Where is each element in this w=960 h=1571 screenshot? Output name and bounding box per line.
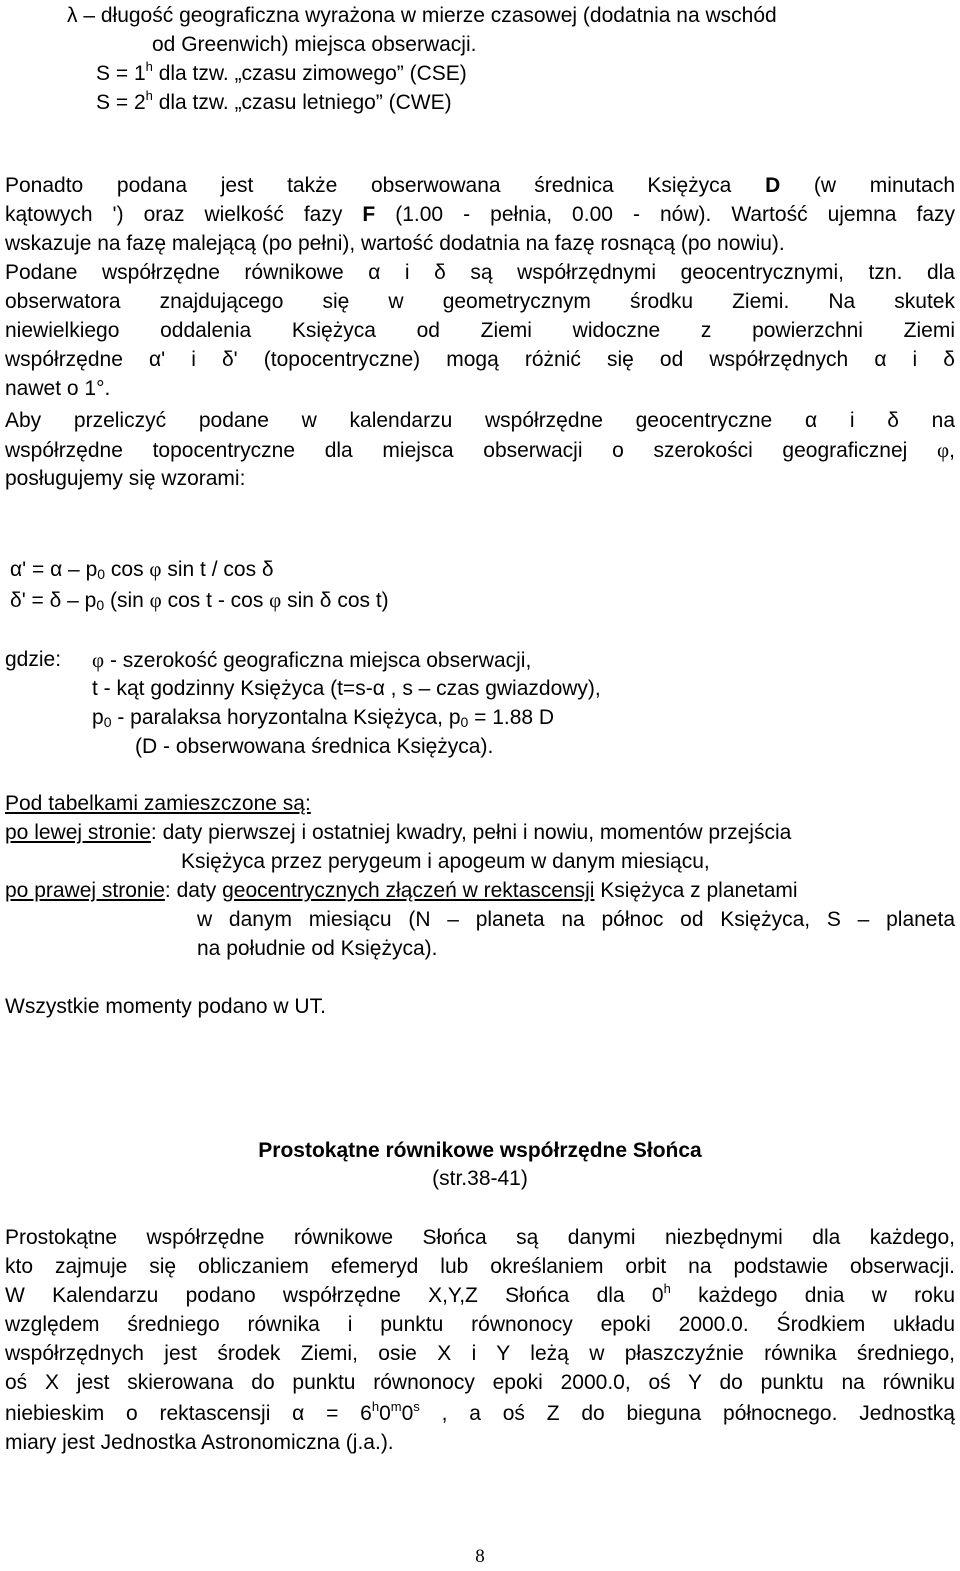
para1-line-1: Ponadto podana jest także obserwowana średnica Księżyca D (w minutach	[5, 174, 955, 197]
left-side-line-2: Księżyca przez perygeum i apogeum w danym miesiącu,	[181, 850, 710, 873]
sun-line-4: względem średniego równika i punktu równonocy epoki 2000.0. Środkiem układu	[5, 1313, 955, 1336]
para1-line-3: wskazuje na fazę malejącą (po pełni), wartość dodatnia na fazę rosnącą (po nowiu).	[5, 232, 785, 255]
sun-section-title: Prostokątne równikowe współrzędne Słońca	[258, 1139, 702, 1162]
all-ut-note: Wszystkie momenty podano w UT.	[5, 995, 326, 1018]
tables-heading: Pod tabelkami zamieszczone są:	[5, 792, 311, 815]
para1-line-5: obserwatora znajdującego się w geometrycznym środku Ziemi. Na skutek	[5, 290, 955, 313]
sun-section-pages: (str.38-41)	[432, 1167, 528, 1190]
left-side-line: po lewej stronie: daty pierwszej i ostatniej kwadry, pełni i nowiu, momentów przejścia	[5, 821, 792, 844]
para2-line-1: Aby przeliczyć podane w kalendarzu współrzędne geocentryczne α i δ na	[5, 409, 955, 432]
para1-line-2: kątowych ') oraz wielkość fazy F (1.00 - pełnia, 0.00 - nów). Wartość ujemna fazy	[5, 203, 956, 226]
para1-line-7: współrzędne α' i δ' (topocentryczne) mogą różnić się od współrzędnych α i δ	[5, 348, 955, 371]
sun-line-1: Prostokątne współrzędne równikowe Słońca są danymi niezbędnymi dla każdego,	[5, 1226, 955, 1249]
where-label: gdzie:	[5, 648, 62, 671]
where-phi: φ - szerokość geograficzna miejsca obserwacji,	[92, 648, 532, 672]
formula-alpha: $\alpha' = \alpha - p_0$ cos φ sin t / cos δ	[10, 557, 274, 582]
sun-line-7: niebieskim o rektascensji $\alpha = 6^h0^m0^s$ , a oś Z do bieguna północnego. Jednostką	[5, 1399, 955, 1425]
para2-line-3: posługujemy się wzorami:	[5, 467, 246, 490]
lambda-line-2: od Greenwich) miejsca obserwacji.	[152, 33, 477, 56]
phi-symbol: φ	[937, 438, 950, 462]
sun-line-3: W Kalendarzu podano współrzędne X,Y,Z Słońca dla 0$^h$ każdego dnia w roku	[5, 1281, 955, 1307]
sun-line-6: oś X jest skierowana do punktu równonocy epoki 2000.0, oś Y do punktu na równiku	[5, 1371, 955, 1394]
s-summer-line: $S = 2^h$ dla tzw. „czasu letniego” (CWE)	[96, 88, 452, 114]
page-number: 8	[475, 1546, 485, 1567]
where-t: t - kąt godzinny Księżyca (t=s-α , s – czas gwiazdowy),	[92, 677, 601, 700]
para1-line-8: nawet o 1°.	[5, 377, 111, 400]
right-side-line: po prawej stronie: daty geocentrycznych złączeń w rektascensji Księżyca z planetami	[5, 879, 798, 902]
sun-line-8: miary jest Jednostka Astronomiczna (j.a.).	[5, 1431, 394, 1454]
para2-line-2: współrzędne topocentryczne dla miejsca obserwacji o szerokości geograficznej φ,	[5, 438, 955, 462]
right-side-line-2: w danym miesiącu (N – planeta na północ od Księżyca, S – planeta	[197, 908, 955, 931]
formula-delta: $\delta' = \delta - p_0$ (sin φ cos t - cos φ sin δ cos t)	[10, 588, 389, 613]
lambda-line-1: λ – długość geograficzna wyrażona w mierze czasowej (dodatnia na wschód	[67, 4, 777, 27]
right-side-line-3: na południe od Księżyca).	[197, 937, 438, 960]
sun-line-2: kto zajmuje się obliczaniem efemeryd lub określaniem orbit na podstawie obserwacji.	[5, 1255, 955, 1278]
para1-line-6: niewielkiego oddalenia Księżyca od Ziemi widoczne z powierzchni Ziemi	[5, 319, 955, 342]
sun-line-5: współrzędnych jest środek Ziemi, osie X i Y leżą w płaszczyźnie równika średniego,	[5, 1342, 955, 1365]
s-winter-line: $S = 1^h$ dla tzw. „czasu zimowego” (CSE)	[96, 59, 467, 85]
where-p0: $p_0$ - paralaksa horyzontalna Księżyca, $p_0 = 1.88$ D	[92, 706, 555, 730]
where-d: (D - obserwowana średnica Księżyca).	[135, 735, 494, 758]
para1-line-4: Podane współrzędne równikowe α i δ są współrzędnymi geocentrycznymi, tzn. dla	[5, 261, 955, 284]
